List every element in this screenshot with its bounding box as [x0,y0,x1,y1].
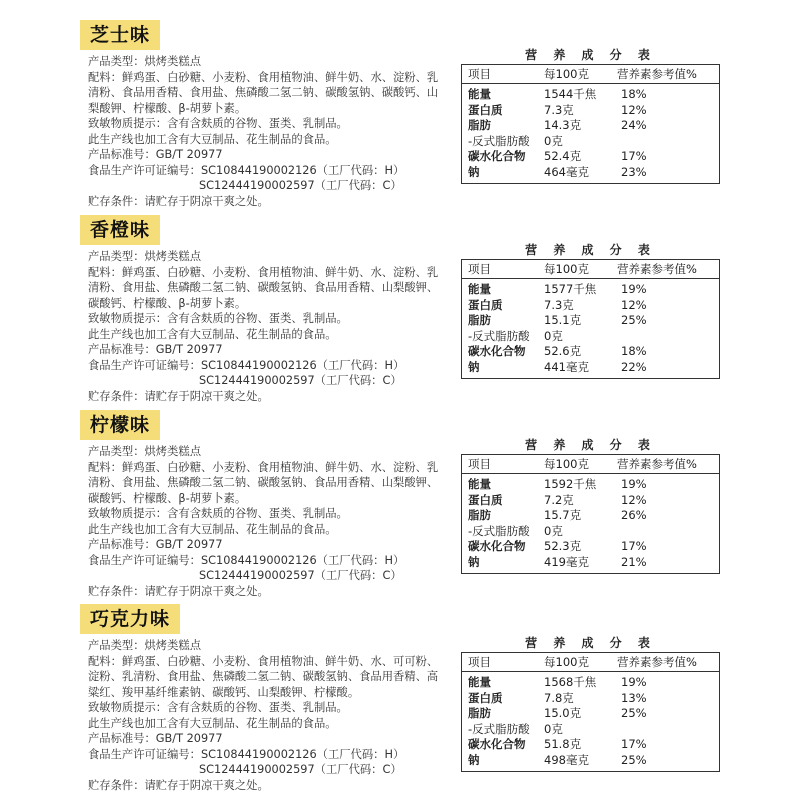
nutrient-amount: 52.4克 [544,149,582,163]
ingredients-value: 鲜鸡蛋、白砂糖、小麦粉、食用植物油、鲜牛奶、水、淀粉、乳清粉、食用盐、焦磷酸二氢二钠、碳酸氢钠、食品用香精、山梨酸钾、碳酸钙、柠檬酸、β-胡萝卜素。 [88,460,439,505]
nutrition-row [462,691,719,707]
standard-value: GB/T 20977 [155,538,223,551]
allergen-line-2 [88,132,443,148]
nutrient-amount: 7.8克 [544,690,574,705]
nutrient-name: 钠 [468,164,480,179]
license-value-1: SC10844190002126（工厂代码：H） [200,163,405,177]
nutrient-name: 脂肪 [468,508,491,522]
header-per-100g: 每100克 [544,655,589,669]
ingredients-label: 配料： [88,265,122,279]
standard-value: GB/T 20977 [155,343,223,356]
nutrition-row [462,103,719,119]
nutrition-panel [461,634,720,772]
nutrient-nrv: 19% [621,477,647,491]
nutrient-nrv: 26% [621,508,647,522]
nutrition-row [462,493,719,509]
ingredients-value: 鲜鸡蛋、白砂糖、小麦粉、食用植物油、鲜牛奶、水、淀粉、乳清粉、食用盐、焦磷酸二氢二钠、碳酸氢钠、食品用香精、山梨酸钾、碳酸钙、柠檬酸、β-胡萝卜素。 [88,265,439,310]
nutrient-nrv: 24% [621,118,647,132]
product-type-line [88,638,443,654]
flavor-section-2 [0,215,800,411]
nutrition-rows [462,282,719,375]
allergen-line-2 [88,522,443,538]
allergen-value-2: 此生产线也加工含有大豆制品、花生制品的食品。 [88,132,337,146]
nutrient-nrv: 12% [621,492,647,507]
product-type-line [88,249,443,265]
nutrient-amount: 0克 [544,133,563,148]
header-nrv: 营养素参考值% [617,457,697,471]
nutrient-nrv: 19% [621,675,647,689]
nutrition-row [462,118,719,134]
nutrient-name: 能量 [468,282,491,296]
allergen-value: 含有含麸质的谷物、蛋类、乳制品。 [167,507,348,520]
nutrition-table [461,454,720,574]
storage-label: 贮存条件： [88,389,145,403]
nutrition-header-row [462,653,719,672]
nutrient-name: 脂肪 [468,118,491,132]
nutrient-amount: 1577千焦 [544,282,597,296]
license-line [88,163,443,179]
nutrition-row [462,134,719,150]
nutrient-nrv: 17% [621,539,647,553]
nutrient-amount: 52.6克 [544,344,582,358]
storage-line [88,778,443,794]
nutrition-row [462,360,719,376]
nutrient-name: 蛋白质 [468,102,503,117]
allergen-label: 致敏物质提示： [88,312,168,325]
license-value-1: SC10844190002126（工厂代码：H） [200,747,405,761]
nutrient-name: 能量 [468,675,491,689]
nutrient-name: -反式脂肪酸 [468,328,530,343]
nutrition-row [462,165,719,181]
nutrient-name: 蛋白质 [468,690,503,705]
nutrition-row [462,298,719,314]
nutrient-amount: 1568千焦 [544,675,597,689]
flavor-section-3 [0,410,800,606]
allergen-value: 含有含麸质的谷物、蛋类、乳制品。 [167,312,348,325]
nutrient-nrv: 12% [621,297,647,312]
nutrient-nrv [617,722,719,738]
product-type-line [88,54,443,70]
ingredients-label: 配料： [88,460,122,474]
nutrient-name: 脂肪 [468,706,491,720]
nutrient-nrv: 17% [621,737,647,751]
standard-label: 产品标准号： [88,538,156,551]
nutrient-amount: 15.7克 [544,508,582,522]
license-line-2 [88,762,443,778]
header-per-100g: 每100克 [544,67,589,81]
nutrient-name: 能量 [468,477,491,491]
nutrient-nrv: 18% [621,344,647,358]
nutrient-name: 碳水化合物 [468,344,526,358]
allergen-label: 致敏物质提示： [88,117,168,130]
header-per-100g: 每100克 [544,262,589,276]
nutrition-title: 营 养 成 分 表 [525,48,656,62]
license-line [88,747,443,763]
nutrition-row [462,539,719,555]
nutrition-table [461,64,720,184]
license-line [88,358,443,374]
ingredients-label: 配料： [88,70,122,84]
product-type-label: 产品类型： [88,445,145,458]
storage-line [88,584,443,600]
nutrient-nrv [617,524,719,540]
flavor-title: 巧克力味 [80,604,180,634]
nutrient-name: 碳水化合物 [468,149,526,163]
storage-line [88,194,443,210]
product-info [88,638,443,793]
nutrient-name: 碳水化合物 [468,737,526,751]
product-type-label: 产品类型： [88,250,145,263]
product-type-value: 烘烤类糕点 [144,55,201,68]
standard-label: 产品标准号： [88,343,156,356]
nutrition-rows [462,87,719,180]
nutrition-row [462,555,719,571]
nutrient-amount: 52.3克 [544,539,582,553]
product-info [88,54,443,209]
allergen-value-2: 此生产线也加工含有大豆制品、花生制品的食品。 [88,327,337,341]
nutrition-row [462,344,719,360]
ingredients-line [88,654,443,701]
nutrient-amount: 7.3克 [544,102,574,117]
nutrient-name: 钠 [468,359,480,374]
product-info [88,249,443,404]
nutrition-header-row [462,260,719,279]
standard-label: 产品标准号： [88,148,156,161]
nutrient-amount: 464毫克 [544,164,589,179]
header-item: 项目 [468,262,491,276]
ingredients-line [88,70,443,117]
license-value-1: SC10844190002126（工厂代码：H） [200,553,405,567]
allergen-line-2 [88,327,443,343]
standard-value: GB/T 20977 [155,148,223,161]
nutrient-name: 碳水化合物 [468,539,526,553]
nutrient-name: 脂肪 [468,313,491,327]
nutrient-name: 能量 [468,87,491,101]
nutrition-row [462,722,719,738]
nutrient-amount: 7.2克 [544,492,574,507]
nutrient-amount: 498毫克 [544,752,589,767]
product-type-value: 烘烤类糕点 [144,445,201,458]
nutrient-nrv: 25% [621,706,647,720]
license-value-2: SC12444190002597（工厂代码：C） [199,179,402,192]
nutrient-nrv [617,134,719,150]
nutrient-nrv: 12% [621,102,647,117]
nutrition-row [462,477,719,493]
flavor-title: 香橙味 [80,215,160,245]
header-item: 项目 [468,655,491,669]
storage-label: 贮存条件： [88,584,145,598]
nutrient-name: -反式脂肪酸 [468,523,530,538]
flavor-section-1 [0,20,800,216]
allergen-value: 含有含麸质的谷物、蛋类、乳制品。 [167,117,348,130]
flavor-title: 柠檬味 [80,410,160,440]
license-label: 食品生产许可证编号： [88,747,201,761]
nutrient-name: 钠 [468,752,480,767]
nutrient-nrv: 19% [621,282,647,296]
storage-line [88,389,443,405]
nutrition-row [462,508,719,524]
allergen-value-2: 此生产线也加工含有大豆制品、花生制品的食品。 [88,716,337,730]
product-type-line [88,444,443,460]
nutrient-name: 钠 [468,554,480,569]
nutrient-nrv: 23% [621,164,647,179]
header-nrv: 营养素参考值% [617,67,697,81]
header-nrv: 营养素参考值% [617,655,697,669]
product-info [88,444,443,599]
nutrient-nrv: 17% [621,149,647,163]
nutrient-amount: 1592千焦 [544,477,597,491]
nutrition-table [461,259,720,379]
product-type-label: 产品类型： [88,55,145,68]
license-value-2: SC12444190002597（工厂代码：C） [199,763,402,776]
nutrition-row [462,87,719,103]
nutrient-nrv: 21% [621,554,647,569]
nutrient-name: 蛋白质 [468,492,503,507]
nutrient-amount: 0克 [544,721,563,736]
storage-value: 请贮存于阴凉干爽之处。 [144,584,269,598]
storage-value: 请贮存于阴凉干爽之处。 [144,194,269,208]
license-label: 食品生产许可证编号： [88,553,201,567]
allergen-label: 致敏物质提示： [88,701,168,714]
product-type-label: 产品类型： [88,639,145,652]
nutrition-row [462,329,719,345]
license-value-2: SC12444190002597（工厂代码：C） [199,374,402,387]
allergen-line [88,700,443,716]
nutrition-title: 营 养 成 分 表 [525,438,656,452]
nutrient-amount: 14.3克 [544,118,582,132]
header-per-100g: 每100克 [544,457,589,471]
nutrition-row [462,675,719,691]
nutrient-nrv [617,329,719,345]
nutrient-amount: 0克 [544,328,563,343]
nutrition-title: 营 养 成 分 表 [525,636,656,650]
nutrient-nrv: 18% [621,87,647,101]
nutrient-amount: 51.8克 [544,737,582,751]
allergen-value-2: 此生产线也加工含有大豆制品、花生制品的食品。 [88,522,337,536]
allergen-label: 致敏物质提示： [88,507,168,520]
nutrition-row [462,149,719,165]
nutrition-row [462,313,719,329]
nutrition-row [462,737,719,753]
product-type-value: 烘烤类糕点 [144,250,201,263]
nutrient-nrv: 25% [621,313,647,327]
nutrient-amount: 1544千焦 [544,87,597,101]
nutrition-panel [461,241,720,379]
nutrition-panel [461,46,720,184]
license-value-2: SC12444190002597（工厂代码：C） [199,569,402,582]
standard-line [88,731,443,747]
nutrition-row [462,282,719,298]
nutrition-header-row [462,65,719,84]
nutrient-amount: 7.3克 [544,297,574,312]
nutrient-name: -反式脂肪酸 [468,133,530,148]
nutrient-nrv: 13% [621,690,647,705]
nutrition-panel [461,436,720,574]
standard-line [88,537,443,553]
allergen-line [88,506,443,522]
nutrient-amount: 419毫克 [544,554,589,569]
allergen-line-2 [88,716,443,732]
nutrition-rows [462,675,719,768]
ingredients-value: 鲜鸡蛋、白砂糖、小麦粉、食用植物油、鲜牛奶、水、可可粉、淀粉、乳清粉、食用盐、焦磷酸二氢二钠、碳酸氢钠、食品用香精、高粱红、羧甲基纤维素钠、碳酸钙、山梨酸钾、柠檬酸。 [88,654,439,699]
ingredients-label: 配料： [88,654,122,668]
nutrition-rows [462,477,719,570]
nutrition-header-row [462,455,719,474]
header-item: 项目 [468,457,491,471]
nutrient-amount: 15.1克 [544,313,582,327]
nutrition-title: 营 养 成 分 表 [525,243,656,257]
standard-value: GB/T 20977 [155,732,223,745]
nutrient-nrv: 25% [621,752,647,767]
allergen-line [88,311,443,327]
storage-label: 贮存条件： [88,778,145,792]
standard-line [88,147,443,163]
header-nrv: 营养素参考值% [617,262,697,276]
license-label: 食品生产许可证编号： [88,163,201,177]
standard-label: 产品标准号： [88,732,156,745]
license-line-2 [88,568,443,584]
flavor-title: 芝士味 [80,20,160,50]
nutrition-row [462,524,719,540]
license-line-2 [88,178,443,194]
allergen-line [88,116,443,132]
storage-value: 请贮存于阴凉干爽之处。 [144,389,269,403]
header-item: 项目 [468,67,491,81]
nutrient-name: -反式脂肪酸 [468,721,530,736]
nutrition-row [462,706,719,722]
nutrition-table [461,652,720,772]
license-line [88,553,443,569]
product-type-value: 烘烤类糕点 [144,639,201,652]
license-line-2 [88,373,443,389]
nutrient-nrv: 22% [621,359,647,374]
nutrient-amount: 0克 [544,523,563,538]
flavor-section-4 [0,604,800,800]
nutrient-amount: 15.0克 [544,706,582,720]
ingredients-line [88,460,443,507]
nutrient-amount: 441毫克 [544,359,589,374]
ingredients-value: 鲜鸡蛋、白砂糖、小麦粉、食用植物油、鲜牛奶、水、淀粉、乳清粉、食品用香精、食用盐、焦磷酸二氢二钠、碳酸氢钠、碳酸钙、山梨酸钾、柠檬酸、β-胡萝卜素。 [88,70,439,115]
allergen-value: 含有含麸质的谷物、蛋类、乳制品。 [167,701,348,714]
standard-line [88,342,443,358]
storage-value: 请贮存于阴凉干爽之处。 [144,778,269,792]
license-label: 食品生产许可证编号： [88,358,201,372]
license-value-1: SC10844190002126（工厂代码：H） [200,358,405,372]
storage-label: 贮存条件： [88,194,145,208]
ingredients-line [88,265,443,312]
nutrient-name: 蛋白质 [468,297,503,312]
nutrition-row [462,753,719,769]
